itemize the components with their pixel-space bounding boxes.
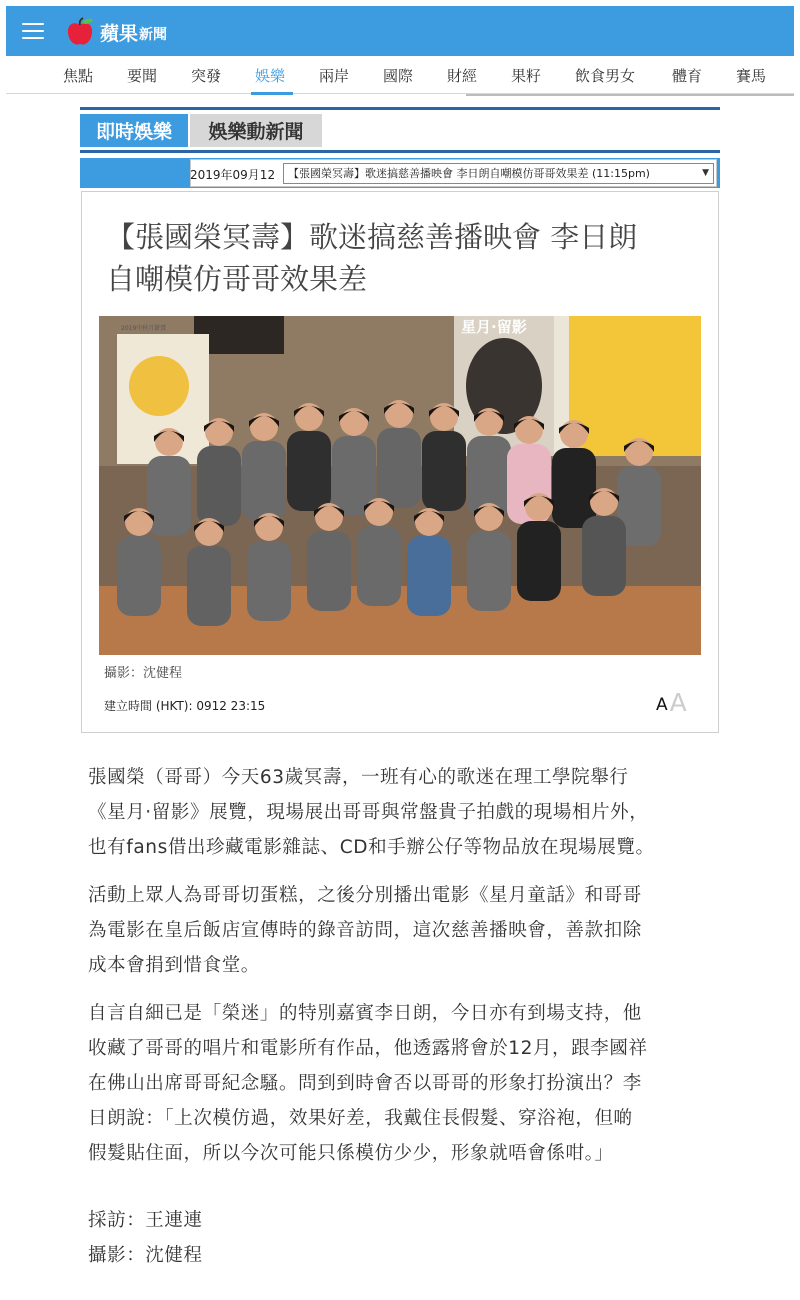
paragraph-1-line-3: 也有fans借出珍藏電影雜誌、CD和手辦公仔等物品放在現場展覽。	[88, 837, 655, 858]
photo-person-body	[187, 546, 231, 626]
nav-item-food[interactable]: 飲食男女	[575, 67, 636, 85]
paragraph-3-line-1: 自言自細已是「榮迷」的特別嘉賓李日朗，今日亦有到場支持，他	[88, 1003, 642, 1024]
article-select-value: 【張國榮冥壽】歌迷搞慈善播映會 李日朗自嘲模仿哥哥效果差 (11:15pm)	[288, 167, 650, 180]
nav-item-headlines[interactable]: 要聞	[127, 67, 158, 85]
logo-text: 蘋果	[100, 22, 139, 45]
photo-person-head	[340, 408, 368, 436]
category-nav	[6, 56, 794, 94]
photo-person-head	[195, 518, 223, 546]
paragraph-3-line-5: 假髮貼住面，所以今次可能只係模仿少少，形象就唔會係咁。」	[88, 1143, 614, 1164]
paragraph-2-line-1: 活動上眾人為哥哥切蛋糕，之後分別播出電影《星月童話》和哥哥	[88, 885, 642, 906]
nav-item-entertainment[interactable]: 娛樂	[255, 67, 286, 85]
photo-person-head	[365, 498, 393, 526]
font-size-small-button[interactable]: A	[656, 695, 668, 715]
nav-item-lifestyle[interactable]: 果籽	[511, 67, 542, 85]
font-size-toggle[interactable]	[656, 690, 687, 715]
nav-item-focus[interactable]: 焦點	[63, 67, 94, 85]
photo-person-head	[125, 508, 153, 536]
photo-person-head	[590, 488, 618, 516]
section-top-rule	[80, 107, 720, 110]
photo-person-body	[377, 428, 421, 508]
photo-person-body	[422, 431, 466, 511]
photo-person-body	[287, 431, 331, 511]
created-time: 建立時間 (HKT): 0912 23:15	[104, 699, 266, 713]
photo-person-head	[205, 418, 233, 446]
nav-item-finance[interactable]: 財經	[447, 67, 478, 85]
nav-item-cross-strait[interactable]: 兩岸	[319, 67, 350, 85]
article-photo[interactable]	[99, 316, 701, 655]
dropdown-arrow-icon: ▼	[702, 168, 709, 178]
date-label: 2019年09月12	[190, 168, 276, 182]
paragraph-1-line-2: 《星月·留影》展覽，現場展出哥哥與常盤貴子拍戲的現場相片外，	[88, 802, 649, 823]
tab-instant-entertainment[interactable]: 即時娛樂	[80, 114, 188, 147]
menu-icon[interactable]	[22, 22, 44, 40]
paragraph-3-line-3: 在佛山出席哥哥紀念騷。問到到時會否以哥哥的形象打扮演出？李	[88, 1073, 642, 1094]
photo-person-body	[467, 531, 511, 611]
photo-person-body	[307, 531, 351, 611]
nav-item-international[interactable]: 國際	[383, 67, 414, 85]
photo-person-head	[255, 513, 283, 541]
photo-person-body	[582, 516, 626, 596]
site-logo[interactable]	[64, 16, 167, 48]
nav-divider	[466, 94, 794, 96]
photo-person-body	[552, 448, 596, 528]
headline-line-1: 【張國榮冥壽】歌迷搞慈善播映會 李日朗	[106, 220, 638, 254]
photo-person-head	[625, 438, 653, 466]
nav-active-indicator	[251, 92, 293, 95]
photo-person-body	[517, 521, 561, 601]
photo-person-head	[415, 508, 443, 536]
photo-person-head	[525, 493, 553, 521]
photo-person-body	[357, 526, 401, 606]
photo-person-head	[430, 403, 458, 431]
top-bar	[6, 6, 794, 56]
photo-poster-year: 2019中秋月餅賞	[121, 325, 167, 332]
nav-item-racing[interactable]: 賽馬	[736, 67, 767, 85]
photo-person-head	[155, 428, 183, 456]
paragraph-1-line-1: 張國榮（哥哥）今天63歲冥壽，一班有心的歌迷在理工學院舉行	[88, 767, 629, 788]
section-bottom-rule	[80, 150, 720, 153]
article-headline	[106, 216, 706, 300]
photo-person-head	[560, 420, 588, 448]
tab-entertainment-video[interactable]: 娛樂動新聞	[190, 114, 322, 147]
photo-person-head	[385, 400, 413, 428]
paragraph-2-line-2: 為電影在皇后飯店宣傳時的錄音訪問，這次慈善播映會，善款扣除	[88, 920, 642, 941]
photo-person-head	[475, 408, 503, 436]
photo-person-head	[515, 416, 543, 444]
photo-person-head	[475, 503, 503, 531]
photo-person-body	[117, 536, 161, 616]
article-select[interactable]	[283, 163, 714, 184]
nav-item-breaking[interactable]: 突發	[191, 67, 222, 85]
photo-person-body	[147, 456, 191, 536]
apple-logo-icon	[64, 16, 96, 48]
logo-subtext: 新聞	[139, 26, 168, 43]
photo-person-head	[250, 413, 278, 441]
paragraph-3-line-2: 收藏了哥哥的唱片和電影所有作品，他透露將會於12月，跟李國祥	[88, 1038, 648, 1059]
photo-person-head	[315, 503, 343, 531]
credit-photo: 攝影：沈健程	[88, 1245, 203, 1266]
photo-person-body	[407, 536, 451, 616]
article-paragraph-1	[88, 760, 708, 865]
photo-person-body	[197, 446, 241, 526]
headline-line-2: 自嘲模仿哥哥效果差	[106, 262, 368, 296]
credit-interview: 採訪：王連連	[88, 1210, 203, 1231]
font-size-large-button[interactable]: A	[669, 688, 687, 717]
nav-item-sports[interactable]: 體育	[672, 67, 703, 85]
photo-poster-title: 星月·留影	[461, 318, 527, 336]
photo-person-body	[247, 541, 291, 621]
photo-caption: 攝影：沈健程	[104, 666, 183, 681]
photo-person-body	[242, 441, 286, 521]
article-paragraph-2	[88, 878, 708, 983]
article-paragraph-3	[88, 996, 708, 1171]
paragraph-3-line-4: 日朗說：「上次模仿過，效果好差，我戴住長假髮、穿浴袍，但啲	[88, 1108, 633, 1129]
photo-person-head	[295, 403, 323, 431]
paragraph-2-line-3: 成本會捐到惜食堂。	[88, 955, 260, 976]
